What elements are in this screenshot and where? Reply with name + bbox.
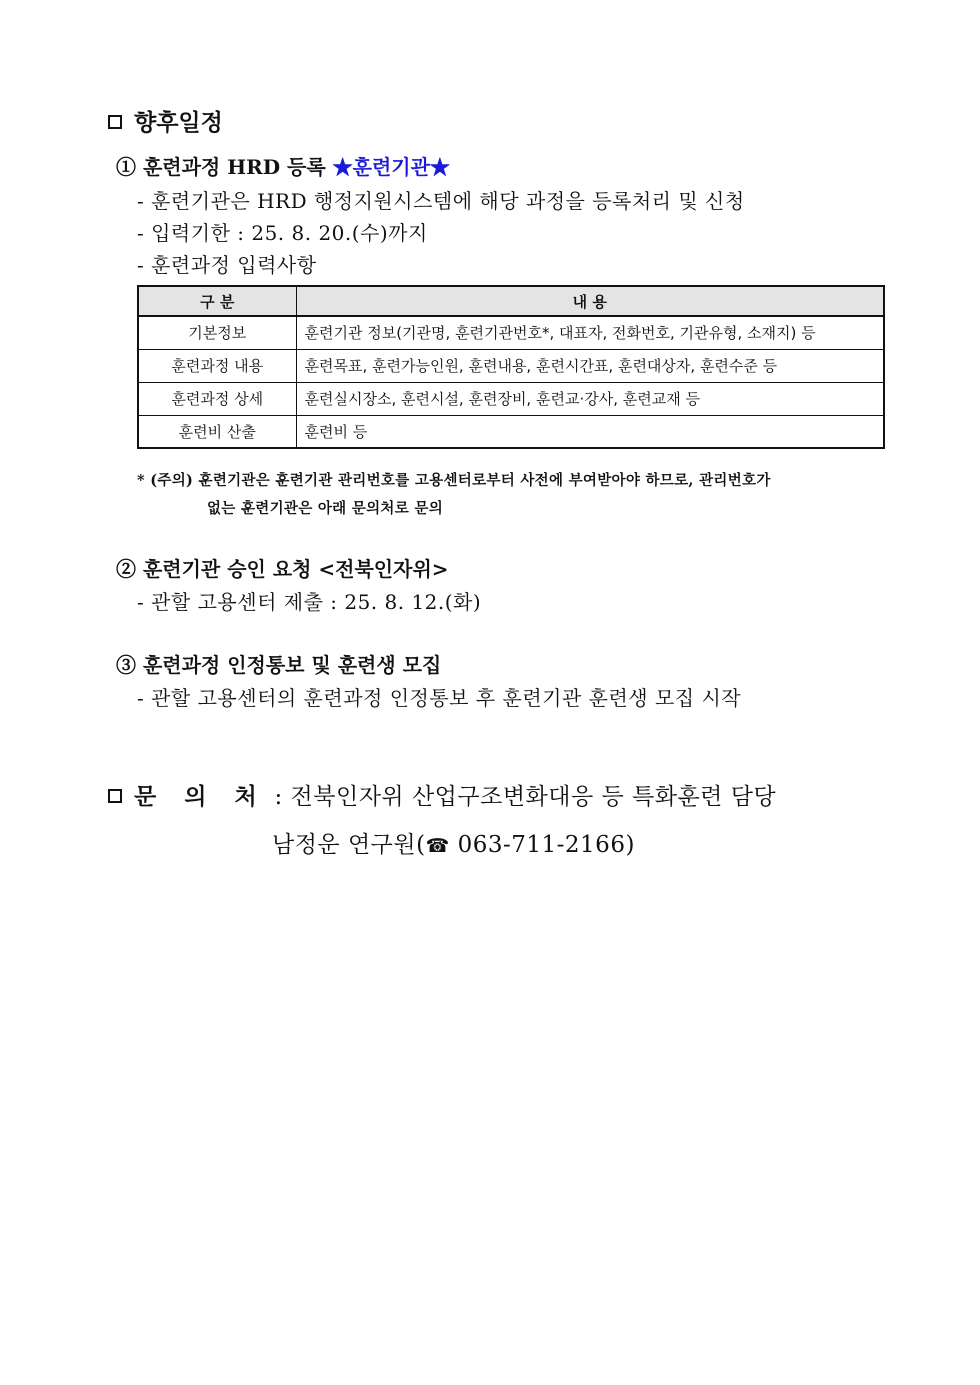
step1-note-line2: 없는 훈련기관은 아래 문의처로 문의 <box>207 500 443 517</box>
step2-heading: ② 훈련기관 승인 요청 <전북인자위> <box>116 557 449 581</box>
table-row <box>138 382 884 415</box>
table-cell-category: 기본정보 <box>138 316 296 349</box>
input-items-table <box>137 285 885 449</box>
table-cell-category: 훈련비 산출 <box>138 415 296 448</box>
contact-organization: 전북인자위 산업구조변화대응 등 특화훈련 담당 <box>290 784 777 810</box>
step1-bullet-1: - 훈련기관은 HRD 행정지원시스템에 해당 과정을 등록처리 및 신청 <box>137 189 745 213</box>
table-cell-content: 훈련기관 정보(기관명, 훈련기관번호*, 대표자, 전화번호, 기관유형, 소재지) 등 <box>296 316 884 349</box>
square-bullet-icon <box>108 789 122 803</box>
table-header-category: 구 분 <box>138 286 296 316</box>
step1-bullet-2: - 입력기한 : 25. 8. 20.(수)까지 <box>137 221 428 245</box>
contact-line <box>108 778 776 811</box>
contact-person: 남정운 연구원( <box>272 832 426 858</box>
table-header-content: 내 용 <box>296 286 884 316</box>
table-cell-category: 훈련과정 내용 <box>138 349 296 382</box>
step1-highlight: ★훈련기관★ <box>332 155 450 179</box>
contact-person-line <box>272 826 635 859</box>
step2-bullet: - 관할 고용센터 제출 : 25. 8. 12.(화) <box>137 590 482 614</box>
square-bullet-icon <box>108 115 122 129</box>
table-cell-category: 훈련과정 상세 <box>138 382 296 415</box>
table-header-row <box>138 286 884 316</box>
table-cell-content: 훈련비 등 <box>296 415 884 448</box>
contact-label: 문 의 처 <box>134 783 267 810</box>
table-cell-content: 훈련실시장소, 훈련시설, 훈련장비, 훈련교·강사, 훈련교재 등 <box>296 382 884 415</box>
section-schedule-title: 향후일정 <box>108 104 223 137</box>
table-row <box>138 316 884 349</box>
step1-heading: ① 훈련과정 HRD 등록 ★훈련기관★ <box>116 155 450 179</box>
table-cell-content: 훈련목표, 훈련가능인원, 훈련내용, 훈련시간표, 훈련대상자, 훈련수준 등 <box>296 349 884 382</box>
contact-phone: 063-711-2166) <box>449 832 635 858</box>
contact-separator: : <box>274 784 283 810</box>
step1-bullet-3: - 훈련과정 입력사항 <box>137 253 317 277</box>
telephone-icon: ☎ <box>425 835 450 857</box>
table-row <box>138 415 884 448</box>
step3-bullet: - 관할 고용센터의 훈련과정 인정통보 후 훈련기관 훈련생 모집 시작 <box>137 686 742 710</box>
step1-note-line1: * (주의) 훈련기관은 훈련기관 관리번호를 고용센터로부터 사전에 부여받아야 하므로, 관리번호가 <box>137 472 771 489</box>
step3-heading: ③ 훈련과정 인정통보 및 훈련생 모집 <box>116 653 442 677</box>
table-row <box>138 349 884 382</box>
